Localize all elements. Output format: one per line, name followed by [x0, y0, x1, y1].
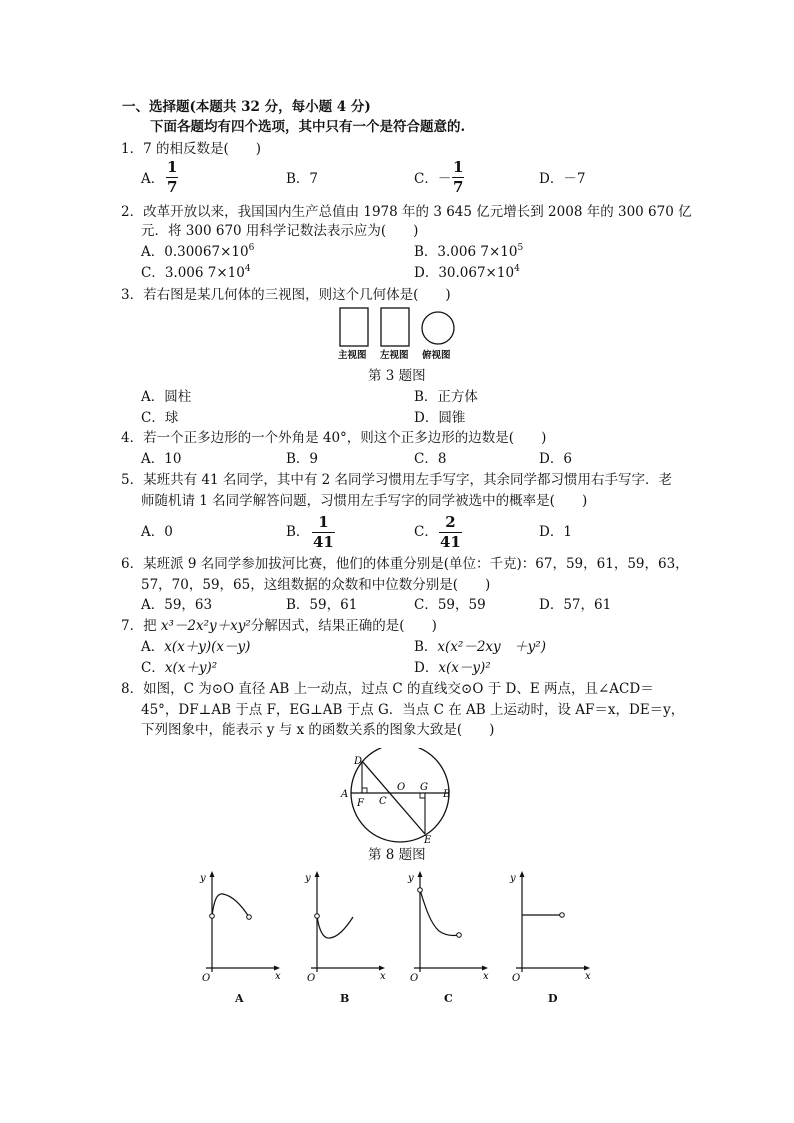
q6-line2: 57，70，59，65，这组数据的众数和中位数分别是( ) [141, 577, 491, 593]
q7-option-b [414, 641, 546, 655]
graph-a-label: A [235, 992, 244, 1005]
q3-option-d: D．圆锥 [414, 410, 466, 426]
q4-option-b: B．9 [286, 451, 319, 467]
graph-a [195, 868, 290, 988]
origin-label: O [512, 973, 521, 984]
q7-d-label: D． [414, 660, 439, 676]
q7-stem-suffix: 分解因式，结果正确的是( ) [250, 618, 437, 634]
q3-view-front-label: 主视图 [338, 350, 367, 361]
point-e-label: E [424, 835, 432, 846]
q8-line1: 8．如图，C 为⊙O 直径 AB 上一动点，过点 C 的直线交⊙O 于 D、E 两点，且∠ACD＝ [121, 681, 654, 697]
q1-c-numerator: 1 [453, 158, 464, 176]
q8-line2: 45°，DF⊥AB 于点 F，EG⊥AB 于点 G．当点 C 在 AB 上运动时，设 AF＝x，DE＝y， [141, 702, 685, 718]
q7-b-label: B． [414, 639, 438, 655]
q5-line1: 5．某班共有 41 名同学，其中有 2 名同学习惯用左手写字，其余同学都习惯用右手写字．老 [121, 472, 673, 488]
q7-a-label: A． [141, 639, 165, 655]
q1-option-a-fraction [166, 160, 178, 195]
front-view-rect [340, 308, 368, 346]
x-axis-arrow [482, 966, 488, 971]
graph-c-label: C [444, 992, 453, 1005]
chord-de [362, 761, 425, 834]
curve [212, 894, 249, 917]
q2-a-base: A．0.30067×10 [141, 244, 249, 260]
x-label: x [585, 971, 591, 982]
q2-option-b [414, 243, 524, 260]
graph-d [505, 868, 600, 988]
q7-d-expr: x(x－y)² [438, 660, 491, 676]
open-point-start [315, 914, 320, 919]
q5-option-c-label: C． [414, 524, 438, 540]
y-label: y [200, 873, 206, 884]
q1-option-a-label: A． [141, 171, 165, 187]
q5-line2: 师随机请 1 名同学解答问题，习惯用左手写字的同学被选中的概率是( ) [141, 493, 588, 509]
q6-option-c: C．59，59 [414, 597, 486, 613]
y-label: y [305, 873, 311, 884]
graph-b [300, 868, 395, 988]
y-label: y [408, 873, 414, 884]
q3-option-a: A．圆柱 [141, 389, 192, 405]
q1-a-denominator: 7 [167, 178, 178, 196]
q1-stem: 1．7 的相反数是( ) [121, 141, 262, 157]
q5-option-c-fraction [439, 515, 462, 550]
q1-c-denominator: 7 [453, 178, 464, 196]
q2-b-exponent: 5 [517, 243, 524, 253]
open-point-end [247, 915, 252, 920]
q6-option-a: A．59，63 [141, 597, 213, 613]
q1-a-numerator: 1 [167, 158, 178, 176]
point-o-label: O [397, 782, 406, 793]
q5-c-numerator: 2 [445, 513, 456, 531]
right-angle-g [420, 793, 425, 798]
right-angle-f [362, 788, 367, 793]
graph-c [403, 868, 498, 988]
point-f-label: F [357, 798, 364, 809]
q7-option-c [141, 662, 217, 676]
circle-o [351, 748, 449, 842]
q6-option-b: B．59，61 [286, 597, 358, 613]
point-a-label: A [341, 789, 349, 800]
q6-option-d: D．57，61 [539, 597, 612, 613]
q7-a-expr: x(x＋y)(x－y) [164, 639, 251, 655]
origin-label: O [410, 973, 419, 984]
origin-label: O [307, 973, 316, 984]
section-instruction: 下面各题均有四个选项，其中只有一个是符合题意的. [150, 119, 466, 135]
q5-option-b-label: B． [286, 524, 310, 540]
q7-b-expr: x(x²－2xy ＋y²) [437, 639, 546, 655]
y-axis-arrow [210, 871, 215, 877]
q6-line1: 6．某班派 9 名同学参加拔河比赛，他们的体重分别是(单位：千克)：67，59，61，59，63， [121, 556, 689, 572]
q7-option-a [141, 641, 250, 655]
y-axis-arrow [520, 871, 525, 877]
q2-a-exponent: 6 [248, 243, 255, 253]
q7-expression: x³－2x²y＋xy² [160, 618, 251, 634]
point-d-label: D [354, 756, 363, 767]
q4-option-c: C．8 [414, 451, 447, 467]
top-view-circle [422, 312, 454, 344]
x-label: x [380, 971, 386, 982]
q1-option-c-label: C．－ [414, 171, 452, 187]
q3-option-b: B．正方体 [414, 389, 478, 405]
q5-b-numerator: 1 [318, 513, 329, 531]
q1-option-c-fraction [452, 160, 464, 195]
side-view-rect [381, 308, 409, 346]
q3-stem: 3．若右图是某几何体的三视图，则这个几何体是( ) [121, 287, 451, 303]
q7-stem [121, 620, 437, 634]
q2-c-base: C．3.006 7×10 [141, 265, 245, 281]
q2-option-d [414, 264, 520, 281]
q7-option-d [414, 662, 491, 676]
q4-option-a: A．10 [141, 451, 182, 467]
x-axis-arrow [379, 966, 385, 971]
q4-option-d: D．6 [539, 451, 572, 467]
q5-option-b-fraction [312, 515, 335, 550]
q5-option-a: A．0 [141, 524, 173, 540]
curve [317, 916, 353, 938]
q7-c-label: C． [141, 660, 165, 676]
q8-line3: 下列图象中，能表示 y 与 x 的函数关系的图象大致是( ) [141, 722, 495, 738]
open-point-start [418, 888, 423, 893]
q5-c-denominator: 41 [440, 533, 461, 551]
y-label: y [510, 873, 516, 884]
q4-stem: 4．若一个正多边形的一个外角是 40°，则这个正多边形的边数是( ) [121, 430, 547, 446]
open-point-end [457, 933, 462, 938]
q3-view-top-label: 俯视图 [422, 350, 451, 361]
graph-d-label: D [548, 992, 558, 1005]
section-header: 一、选择题(本题共 32 分，每小题 4 分) [122, 99, 371, 115]
q8-circle-figure [335, 748, 465, 846]
q3-view-side-label: 左视图 [380, 350, 409, 361]
x-label: x [483, 971, 489, 982]
curve [420, 890, 459, 936]
q3-option-c: C．球 [141, 410, 179, 426]
open-point-start [210, 914, 215, 919]
point-g-label: G [420, 782, 428, 793]
point-b-label: B [443, 789, 451, 800]
y-axis-arrow [315, 871, 320, 877]
origin-label: O [202, 973, 211, 984]
q5-option-d: D．1 [539, 524, 572, 540]
y-axis-arrow [418, 871, 423, 877]
q2-c-exponent: 4 [244, 264, 251, 274]
q1-option-b: B．7 [286, 171, 319, 187]
q2-d-base: D．30.067×10 [414, 265, 515, 281]
q2-option-c [141, 264, 251, 281]
point-c-label: C [379, 796, 387, 807]
q2-d-exponent: 4 [514, 264, 520, 274]
q1-option-d: D．－7 [539, 171, 586, 187]
q2-option-a [141, 243, 255, 260]
x-axis-arrow [584, 966, 590, 971]
q8-caption: 第 8 题图 [368, 847, 426, 863]
graph-b-label: B [340, 992, 350, 1005]
q7-stem-prefix: 7．把 [121, 618, 161, 634]
q3-caption: 第 3 题图 [368, 368, 426, 384]
x-axis-arrow [274, 966, 280, 971]
q2-b-base: B．3.006 7×10 [414, 244, 518, 260]
open-point-end [560, 913, 565, 918]
q5-b-denominator: 41 [313, 533, 334, 551]
q2-line2: 元．将 300 670 用科学记数法表示应为( ) [141, 223, 419, 239]
q2-line1: 2．改革开放以来，我国国内生产总值由 1978 年的 3 645 亿元增长到 2008 年的 300 670 亿 [121, 204, 692, 220]
q7-c-expr: x(x＋y)² [164, 660, 218, 676]
x-label: x [275, 971, 281, 982]
